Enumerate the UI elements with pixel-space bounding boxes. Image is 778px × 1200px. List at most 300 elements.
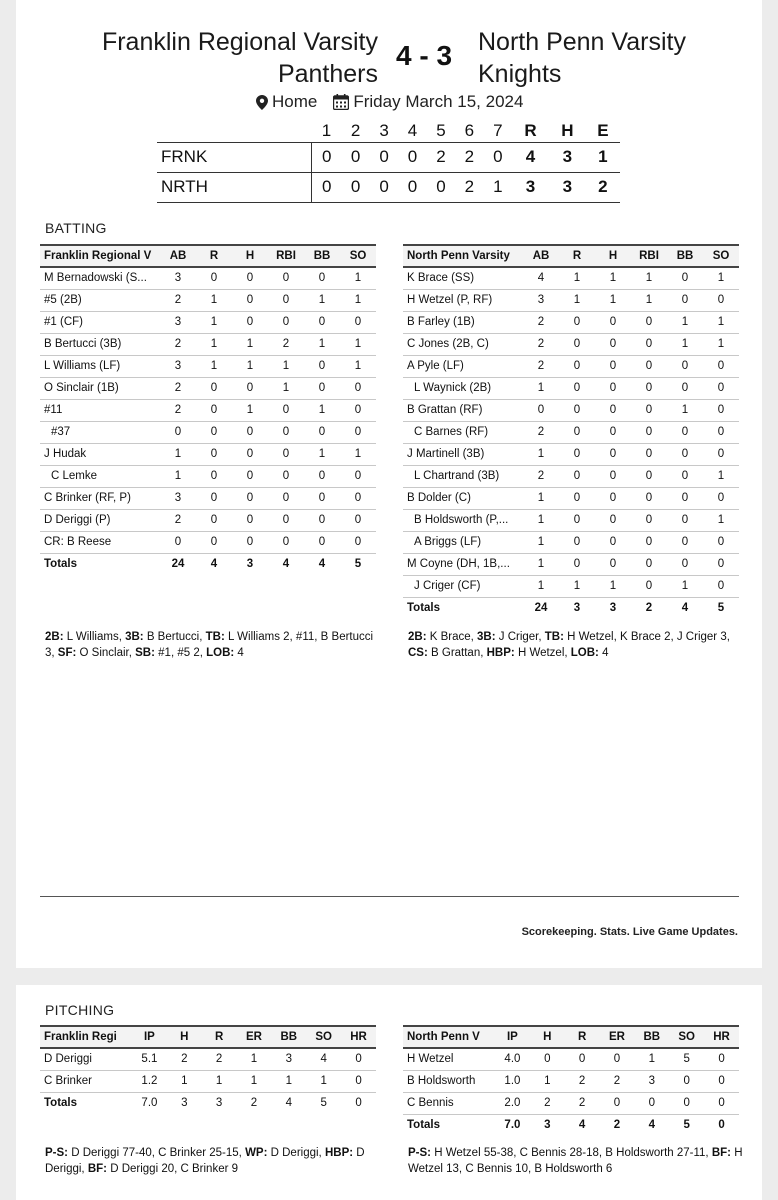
stat-column-header: HR bbox=[341, 1026, 376, 1048]
note-label: 2B: bbox=[45, 631, 64, 643]
stat-cell: 0 bbox=[667, 421, 703, 443]
player-name[interactable]: H Wetzel bbox=[403, 1048, 495, 1070]
inning-runs: 0 bbox=[398, 172, 426, 202]
stat-column-header: SO bbox=[306, 1026, 341, 1048]
stat-column-header: R bbox=[565, 1026, 600, 1048]
stat-cell: 3 bbox=[523, 289, 559, 311]
away-pitching-table bbox=[403, 1025, 739, 1136]
stat-cell: 1 bbox=[703, 465, 739, 487]
stat-cell: 0 bbox=[340, 399, 376, 421]
player-name[interactable]: H Wetzel (P, RF) bbox=[403, 289, 523, 311]
inning-runs: 0 bbox=[398, 142, 426, 172]
stat-cell: 0 bbox=[196, 465, 232, 487]
linescore-header: 5 bbox=[436, 120, 446, 140]
stat-cell: 0 bbox=[600, 1092, 635, 1114]
stat-cell: 0 bbox=[565, 1048, 600, 1070]
stat-cell: 0 bbox=[268, 421, 304, 443]
table-row bbox=[40, 267, 376, 289]
inning-runs: 0 bbox=[427, 172, 455, 202]
totals-cell: 5 bbox=[320, 1097, 327, 1110]
home-team-name[interactable] bbox=[102, 26, 378, 90]
totals-cell: 5 bbox=[717, 602, 725, 615]
stat-column-header: IP bbox=[132, 1026, 167, 1048]
linescore-team[interactable]: NRTH bbox=[157, 172, 311, 202]
player-name[interactable]: D Deriggi (P) bbox=[40, 509, 160, 531]
note-label: HBP: bbox=[486, 647, 515, 659]
stat-cell: 0 bbox=[196, 421, 232, 443]
stat-cell: 4.0 bbox=[495, 1048, 530, 1070]
table-row bbox=[403, 509, 739, 531]
game-meta bbox=[256, 92, 523, 112]
player-name[interactable]: O Sinclair (1B) bbox=[40, 377, 160, 399]
player-name[interactable]: B Farley (1B) bbox=[403, 311, 523, 333]
stat-cell: 0 bbox=[703, 553, 739, 575]
stat-cell: 0 bbox=[703, 355, 739, 377]
stat-cell: 3 bbox=[634, 1070, 669, 1092]
stat-column-header: H bbox=[232, 245, 268, 267]
stat-cell: 0 bbox=[340, 531, 376, 553]
totals-label: Totals bbox=[407, 1119, 441, 1132]
stat-cell: 1 bbox=[631, 289, 667, 311]
linescore-header: H bbox=[561, 120, 574, 140]
inning-runs: 0 bbox=[311, 172, 341, 202]
note-text: B Grattan, bbox=[427, 647, 487, 659]
totals-cell: 4 bbox=[318, 558, 326, 571]
stat-cell: 0 bbox=[667, 289, 703, 311]
stat-cell: 0 bbox=[704, 1048, 739, 1070]
stat-column-header: IP bbox=[495, 1026, 530, 1048]
stat-cell: 0 bbox=[530, 1048, 565, 1070]
away-pitching-notes bbox=[408, 1145, 743, 1177]
stat-cell: 2 bbox=[167, 1048, 202, 1070]
player-name[interactable]: B Holdsworth bbox=[403, 1070, 495, 1092]
rhe-value: 3 bbox=[549, 172, 586, 202]
totals-cell: 5 bbox=[354, 558, 362, 571]
table-row bbox=[403, 553, 739, 575]
player-name[interactable]: #11 bbox=[40, 399, 160, 421]
linescore-header: 7 bbox=[493, 120, 503, 140]
stat-cell: 2 bbox=[530, 1092, 565, 1114]
stat-column-header: ER bbox=[237, 1026, 272, 1048]
stat-cell: 2 bbox=[600, 1070, 635, 1092]
footer-tagline: Scorekeeping. Stats. Live Game Updates. bbox=[521, 926, 738, 938]
stat-cell: 1 bbox=[634, 1048, 669, 1070]
stat-cell: 0 bbox=[703, 531, 739, 553]
stat-cell: 1 bbox=[703, 333, 739, 355]
player-name[interactable]: L Waynick (2B) bbox=[403, 377, 523, 399]
table-row bbox=[403, 377, 739, 399]
stat-cell: 0 bbox=[196, 443, 232, 465]
stat-cell: 4 bbox=[306, 1048, 341, 1070]
stat-cell: 0 bbox=[232, 267, 268, 289]
stat-cell: 1 bbox=[167, 1070, 202, 1092]
totals-cell: 7.0 bbox=[141, 1097, 158, 1110]
stat-cell: 1 bbox=[595, 289, 631, 311]
player-name[interactable]: #37 bbox=[40, 421, 160, 443]
stat-cell: 1 bbox=[304, 289, 340, 311]
totals-cell: 3 bbox=[544, 1119, 551, 1132]
stat-cell: 0 bbox=[559, 355, 595, 377]
stat-cell: 1 bbox=[160, 443, 196, 465]
player-name[interactable]: B Holdsworth (P,... bbox=[403, 509, 523, 531]
stat-cell: 0 bbox=[595, 443, 631, 465]
table-row bbox=[40, 1070, 376, 1092]
note-text: K Brace, bbox=[426, 631, 478, 643]
stat-cell: 0 bbox=[595, 487, 631, 509]
totals-cell: 4 bbox=[210, 558, 218, 571]
stat-cell: 1 bbox=[232, 399, 268, 421]
linescore-header: 1 bbox=[321, 120, 332, 140]
inning-runs: 2 bbox=[455, 172, 483, 202]
stat-cell: 1 bbox=[237, 1048, 272, 1070]
totals-cell: 4 bbox=[285, 1097, 292, 1110]
stat-cell: 0 bbox=[523, 399, 559, 421]
stat-cell: 0 bbox=[703, 377, 739, 399]
note-text: D Deriggi 77-40, C Brinker 25-15, bbox=[68, 1147, 246, 1159]
stat-cell: 0 bbox=[595, 531, 631, 553]
home-batting-notes bbox=[45, 629, 375, 661]
stat-cell: 2 bbox=[268, 333, 304, 355]
stat-cell: 2.0 bbox=[495, 1092, 530, 1114]
totals-cell: 24 bbox=[171, 558, 185, 571]
note-text: B Bertucci, bbox=[143, 631, 206, 643]
table-row bbox=[40, 355, 376, 377]
linescore-row bbox=[157, 142, 620, 172]
note-label: TB: bbox=[205, 631, 225, 643]
player-name[interactable]: B Dolder (C) bbox=[403, 487, 523, 509]
stat-cell: 0 bbox=[160, 421, 196, 443]
player-name[interactable]: A Pyle (LF) bbox=[403, 355, 523, 377]
stat-cell: 1 bbox=[340, 289, 376, 311]
table-row bbox=[40, 1048, 376, 1070]
game-date-text: Friday March 15, 2024 bbox=[353, 92, 524, 111]
stat-cell: 0 bbox=[340, 377, 376, 399]
stat-cell: 0 bbox=[196, 377, 232, 399]
player-name[interactable]: CR: B Reese bbox=[40, 531, 160, 553]
player-name[interactable]: C Lemke bbox=[40, 465, 160, 487]
totals-cell: 4 bbox=[681, 602, 689, 615]
rhe-value: 3 bbox=[512, 172, 549, 202]
stat-cell: 1 bbox=[523, 575, 559, 597]
player-name[interactable]: K Brace (SS) bbox=[403, 267, 523, 289]
stat-cell: 2 bbox=[160, 509, 196, 531]
table-row bbox=[403, 1092, 739, 1114]
linescore-header: E bbox=[597, 120, 609, 140]
stat-cell: 1 bbox=[667, 575, 703, 597]
player-name[interactable]: J Hudak bbox=[40, 443, 160, 465]
rhe-value: 1 bbox=[586, 142, 620, 172]
totals-cell: 24 bbox=[534, 602, 548, 615]
table-row bbox=[403, 575, 739, 597]
note-label: SB: bbox=[135, 647, 155, 659]
stat-cell: 0 bbox=[559, 553, 595, 575]
away-batting-table bbox=[403, 244, 739, 619]
stat-cell: 2 bbox=[160, 289, 196, 311]
stat-column-header: HR bbox=[704, 1026, 739, 1048]
table-row bbox=[40, 289, 376, 311]
player-name[interactable]: B Bertucci (3B) bbox=[40, 333, 160, 355]
totals-cell: 4 bbox=[578, 1119, 586, 1132]
stat-cell: 0 bbox=[304, 377, 340, 399]
table-row bbox=[403, 1048, 739, 1070]
totals-cell: 0 bbox=[355, 1097, 362, 1110]
stat-cell: 3 bbox=[271, 1048, 306, 1070]
stat-cell: 0 bbox=[304, 267, 340, 289]
note-text: D Deriggi 20, C Brinker 9 bbox=[107, 1163, 239, 1175]
stat-cell: 1 bbox=[340, 267, 376, 289]
stat-cell: 0 bbox=[340, 487, 376, 509]
stat-cell: 0 bbox=[268, 487, 304, 509]
divider bbox=[40, 896, 739, 897]
stat-cell: 0 bbox=[341, 1048, 376, 1070]
stat-cell: 0 bbox=[304, 355, 340, 377]
stat-cell: 0 bbox=[631, 421, 667, 443]
stat-cell: 0 bbox=[667, 487, 703, 509]
totals-cell: 2 bbox=[613, 1119, 621, 1132]
stat-cell: 0 bbox=[559, 509, 595, 531]
stat-column-header: BB bbox=[304, 245, 340, 267]
stat-cell: 0 bbox=[232, 377, 268, 399]
note-label: SF: bbox=[57, 647, 77, 659]
linescore-team[interactable]: FRNK bbox=[157, 142, 311, 172]
stat-cell: 5 bbox=[669, 1048, 704, 1070]
stat-cell: 1 bbox=[160, 465, 196, 487]
stat-cell: 1 bbox=[268, 355, 304, 377]
player-name[interactable]: C Brinker (RF, P) bbox=[40, 487, 160, 509]
stat-cell: 1 bbox=[340, 443, 376, 465]
note-label: 2B: bbox=[408, 631, 427, 643]
stat-cell: 0 bbox=[631, 399, 667, 421]
stat-cell: 0 bbox=[304, 421, 340, 443]
team-column-header[interactable]: North Penn V bbox=[403, 1026, 495, 1048]
stat-column-header: ER bbox=[600, 1026, 635, 1048]
player-name[interactable]: M Bernadowski (S... bbox=[40, 267, 160, 289]
stat-cell: 0 bbox=[559, 531, 595, 553]
player-name[interactable]: C Barnes (RF) bbox=[403, 421, 523, 443]
stat-cell: 0 bbox=[559, 399, 595, 421]
stat-cell: 3 bbox=[160, 487, 196, 509]
stat-cell: 0 bbox=[340, 465, 376, 487]
stat-cell: 0 bbox=[703, 399, 739, 421]
game-header bbox=[16, 22, 762, 92]
stat-cell: 1 bbox=[196, 311, 232, 333]
stat-cell: 1 bbox=[530, 1070, 565, 1092]
stat-cell: 0 bbox=[703, 421, 739, 443]
stat-cell: 2 bbox=[160, 377, 196, 399]
stat-cell: 0 bbox=[559, 421, 595, 443]
linescore-header: 3 bbox=[379, 120, 389, 140]
stat-cell: 0 bbox=[595, 377, 631, 399]
stat-column-header: SO bbox=[669, 1026, 704, 1048]
stat-cell: 3 bbox=[160, 267, 196, 289]
totals-label: Totals bbox=[407, 602, 441, 615]
stat-cell: 1 bbox=[202, 1070, 237, 1092]
stat-cell: 2 bbox=[160, 399, 196, 421]
stat-cell: 0 bbox=[268, 509, 304, 531]
team-column-header[interactable]: North Penn Varsity bbox=[403, 245, 523, 267]
team-column-header[interactable]: Franklin Regi bbox=[40, 1026, 132, 1048]
stat-cell: 1 bbox=[268, 377, 304, 399]
inning-runs: 0 bbox=[370, 142, 398, 172]
stat-cell: 0 bbox=[232, 443, 268, 465]
stat-cell: 1 bbox=[523, 377, 559, 399]
stat-column-header: SO bbox=[703, 245, 739, 267]
stat-column-header: H bbox=[595, 245, 631, 267]
note-text: 4 bbox=[234, 647, 244, 659]
player-name[interactable]: J Criger (CF) bbox=[403, 575, 523, 597]
stat-cell: 0 bbox=[196, 531, 232, 553]
stat-cell: 0 bbox=[196, 509, 232, 531]
stat-cell: 0 bbox=[704, 1092, 739, 1114]
stat-cell: 1.0 bbox=[495, 1070, 530, 1092]
stat-cell: 0 bbox=[595, 553, 631, 575]
stat-cell: 0 bbox=[631, 311, 667, 333]
note-label: P-S: bbox=[408, 1147, 431, 1159]
stat-cell: 0 bbox=[634, 1092, 669, 1114]
table-row bbox=[403, 333, 739, 355]
stat-cell: 0 bbox=[304, 465, 340, 487]
totals-row bbox=[403, 597, 739, 619]
stat-cell: 1 bbox=[304, 399, 340, 421]
table-row bbox=[40, 487, 376, 509]
note-label: LOB: bbox=[570, 647, 599, 659]
table-row bbox=[403, 355, 739, 377]
stat-cell: 0 bbox=[667, 553, 703, 575]
table-row bbox=[40, 399, 376, 421]
team-column-header[interactable]: Franklin Regional V bbox=[40, 245, 160, 267]
stat-cell: 0 bbox=[631, 377, 667, 399]
stat-cell: 1 bbox=[703, 311, 739, 333]
totals-cell: 3 bbox=[246, 558, 254, 571]
table-row bbox=[403, 487, 739, 509]
stat-cell: 0 bbox=[703, 289, 739, 311]
stat-cell: 0 bbox=[667, 443, 703, 465]
player-name[interactable]: A Briggs (LF) bbox=[403, 531, 523, 553]
stat-cell: 1 bbox=[340, 333, 376, 355]
totals-row bbox=[40, 553, 376, 575]
stat-cell: 0 bbox=[559, 311, 595, 333]
stat-cell: 1 bbox=[667, 311, 703, 333]
stat-cell: 1 bbox=[667, 333, 703, 355]
note-text: O Sinclair, bbox=[76, 647, 136, 659]
table-row bbox=[40, 311, 376, 333]
stat-column-header: RBI bbox=[268, 245, 304, 267]
stat-cell: 2 bbox=[523, 355, 559, 377]
stat-cell: 0 bbox=[340, 509, 376, 531]
table-row bbox=[40, 531, 376, 553]
linescore-header: 6 bbox=[464, 120, 475, 140]
player-name[interactable]: B Grattan (RF) bbox=[403, 399, 523, 421]
stat-cell: 0 bbox=[268, 443, 304, 465]
table-row bbox=[403, 443, 739, 465]
away-team-line2: Knights bbox=[478, 60, 562, 88]
totals-cell: 3 bbox=[573, 602, 581, 615]
stat-cell: 1 bbox=[703, 267, 739, 289]
note-label: CS: bbox=[408, 647, 428, 659]
stat-cell: 1 bbox=[559, 267, 595, 289]
linescore-header: 4 bbox=[407, 120, 418, 140]
stat-cell: 0 bbox=[340, 421, 376, 443]
stat-cell: 0 bbox=[669, 1092, 704, 1114]
stat-cell: 1 bbox=[703, 509, 739, 531]
stat-cell: 0 bbox=[669, 1070, 704, 1092]
stat-cell: 0 bbox=[631, 333, 667, 355]
stat-cell: 0 bbox=[631, 531, 667, 553]
inning-runs: 0 bbox=[484, 142, 512, 172]
stat-cell: 0 bbox=[600, 1048, 635, 1070]
player-name[interactable]: M Coyne (DH, 1B,... bbox=[403, 553, 523, 575]
stat-cell: 0 bbox=[304, 487, 340, 509]
stat-cell: 0 bbox=[304, 531, 340, 553]
pitching-card bbox=[16, 985, 762, 1200]
player-name[interactable]: D Deriggi bbox=[40, 1048, 132, 1070]
stat-column-header: SO bbox=[340, 245, 376, 267]
table-row bbox=[403, 311, 739, 333]
stat-cell: 1 bbox=[559, 289, 595, 311]
player-name[interactable]: C Jones (2B, C) bbox=[403, 333, 523, 355]
stat-cell: 0 bbox=[268, 465, 304, 487]
stat-cell: 3 bbox=[160, 355, 196, 377]
stat-cell: 0 bbox=[559, 443, 595, 465]
stat-cell: 0 bbox=[232, 465, 268, 487]
player-name[interactable]: #5 (2B) bbox=[40, 289, 160, 311]
player-name[interactable]: L Chartrand (3B) bbox=[403, 465, 523, 487]
stat-cell: 1 bbox=[340, 355, 376, 377]
stat-column-header: H bbox=[167, 1026, 202, 1048]
totals-cell: 4 bbox=[648, 1119, 655, 1132]
linescore-row bbox=[157, 172, 620, 202]
stat-cell: 2 bbox=[160, 333, 196, 355]
player-name[interactable]: L Williams (LF) bbox=[40, 355, 160, 377]
stat-cell: 1 bbox=[304, 443, 340, 465]
away-team-name[interactable] bbox=[478, 26, 686, 90]
stat-cell: 1 bbox=[523, 509, 559, 531]
stat-column-header: R bbox=[196, 245, 232, 267]
player-name[interactable]: C Bennis bbox=[403, 1092, 495, 1114]
home-pitching-table bbox=[40, 1025, 376, 1114]
batting-section-label: BATTING bbox=[45, 220, 107, 236]
stat-cell: 2 bbox=[523, 311, 559, 333]
stat-cell: 4 bbox=[523, 267, 559, 289]
player-name[interactable]: J Martinell (3B) bbox=[403, 443, 523, 465]
table-row bbox=[40, 509, 376, 531]
stat-column-header: R bbox=[202, 1026, 237, 1048]
stat-cell: 2 bbox=[202, 1048, 237, 1070]
table-row bbox=[403, 399, 739, 421]
linescore-table bbox=[157, 120, 620, 203]
stat-cell: 0 bbox=[268, 289, 304, 311]
stat-cell: 2 bbox=[523, 421, 559, 443]
note-text: #1, #5 2, bbox=[154, 647, 207, 659]
stat-cell: 0 bbox=[667, 509, 703, 531]
stat-column-header: AB bbox=[160, 245, 196, 267]
stat-cell: 1 bbox=[523, 531, 559, 553]
player-name[interactable]: C Brinker bbox=[40, 1070, 132, 1092]
stat-cell: 0 bbox=[667, 465, 703, 487]
stat-cell: 0 bbox=[595, 509, 631, 531]
totals-cell: 0 bbox=[718, 1119, 725, 1132]
stat-cell: 1 bbox=[631, 267, 667, 289]
player-name[interactable]: #1 (CF) bbox=[40, 311, 160, 333]
inning-runs: 2 bbox=[427, 142, 455, 172]
note-label: 3B: bbox=[125, 631, 144, 643]
batting-card bbox=[16, 0, 762, 968]
table-row bbox=[403, 1070, 739, 1092]
stat-cell: 0 bbox=[304, 509, 340, 531]
stat-cell: 0 bbox=[268, 267, 304, 289]
note-text: D Deriggi, bbox=[45, 1147, 365, 1175]
stat-column-header: BB bbox=[271, 1026, 306, 1048]
